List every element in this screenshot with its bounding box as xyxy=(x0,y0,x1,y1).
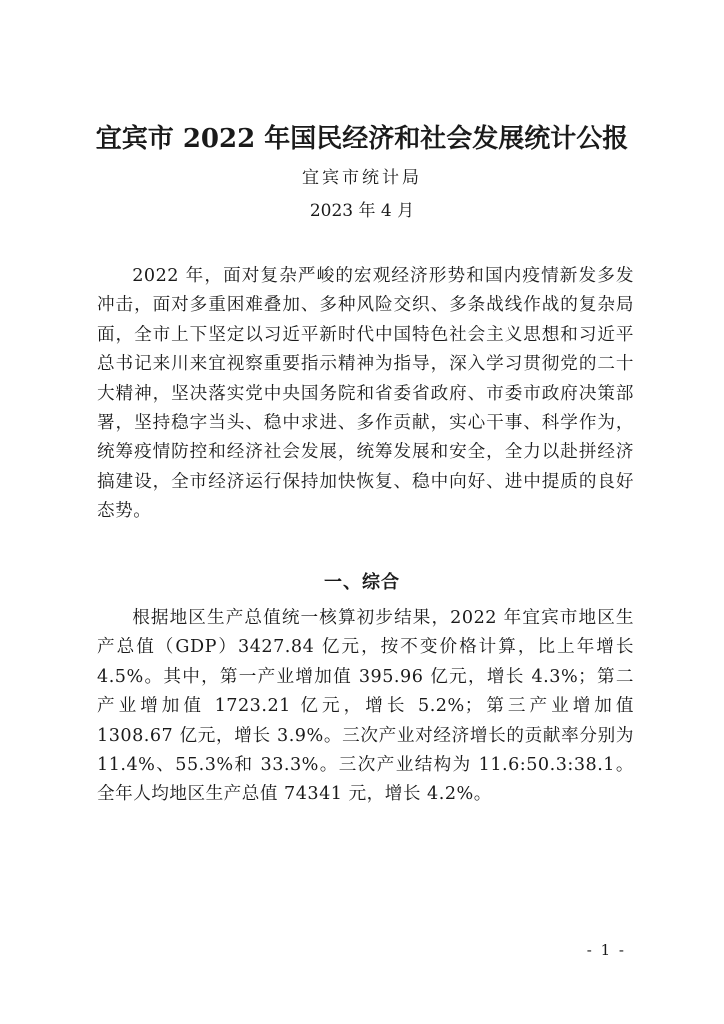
section-heading-overview: 一、综合 xyxy=(324,572,400,593)
page-number: - 1 - xyxy=(586,941,626,959)
issuer: 宜宾市统计局 xyxy=(302,168,422,188)
publish-date: 2023 年 4 月 xyxy=(309,201,415,221)
section-paragraph-overview: 根据地区生产总值统一核算初步结果，2022 年宜宾市地区生产总值（GDP）3427.84 亿元，按不变价格计算，比上年增长 4.5%。其中，第一产业增加值 395.96 亿元，增长 4.3%；第二产业增加值 1723.21 亿元，增长 5.2%；第三产业增加值 1308.67 亿元，增长 3.9%。三次产业对经济增长的贡献率分别为 11.4%、55.3%和 33.3%。三次产业结构为 11.6:50.3:38.1。全年人均地区生产总值 74341 元，增长 4.2%。 xyxy=(97,608,634,805)
intro-paragraph: 2022 年，面对复杂严峻的宏观经济形势和国内疫情新发多发冲击，面对多重困难叠加、多种风险交织、多条战线作战的复杂局面，全市上下坚定以习近平新时代中国特色社会主义思想和习近平总书记来川来宜视察重要指示精神为指导，深入学习贯彻党的二十大精神，坚决落实党中央国务院和省委省政府、市委市政府决策部署，坚持稳字当头、稳中求进、多作贡献，实心干事、科学作为，统筹疫情防控和经济社会发展，统筹发展和安全，全力以赴拼经济搞建设，全市经济运行保持加快恢复、稳中向好、进中提质的良好态势。 xyxy=(97,266,634,522)
document-title: 宜宾市 2022 年国民经济和社会发展统计公报 xyxy=(95,124,629,154)
